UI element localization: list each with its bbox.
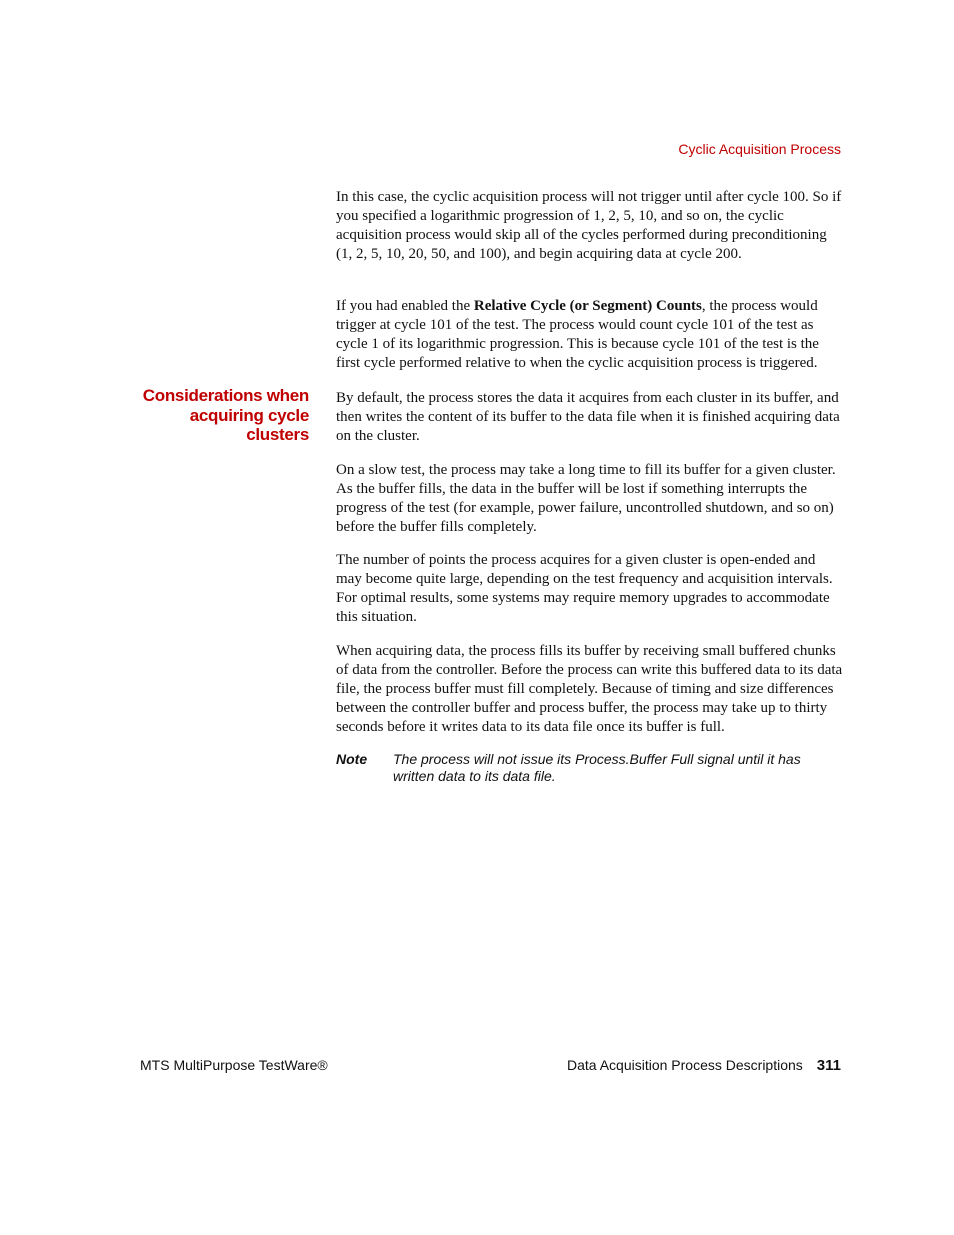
paragraph-number-of-points: The number of points the process acquires for a given cluster is open-ended and may become quite large, depending on the test frequency and acquisition intervals. For optimal results, some systems may require memory upgrades to accommodate this situation. <box>336 552 833 625</box>
paragraph-text-before: If you had enabled the <box>336 298 474 314</box>
note-text: The process will not issue its Process.Buffer Full signal until it has written data to its data file. <box>393 751 801 784</box>
relative-cycle-option-name: Relative Cycle (or Segment) Counts <box>473 298 702 314</box>
running-head: Cyclic Acquisition Process <box>678 141 841 157</box>
paragraph-default-buffer: By default, the process stores the data it acquires from each cluster in its buffer, and then writes the content of its buffer to the data file when it is finished acquiring data on the cluster. <box>336 390 840 444</box>
section-heading-line-2: acquiring cycle <box>189 405 309 425</box>
section-heading <box>130 386 309 445</box>
paragraph-cycle-100: In this case, the cyclic acquisition process will not trigger until after cycle 100. So if you specified a logarithmic progression of 1, 2, 5, 10, and so on, the cyclic acquisition process would skip all of the cycles performed during preconditioning (1, 2, 5, 10, 20, 50, and 100), and begin acquiring data at cycle 200. <box>336 189 842 262</box>
footer-chapter <box>567 1057 841 1074</box>
note-label: Note <box>336 751 368 767</box>
page-number: 311 <box>816 1057 841 1074</box>
paragraph-text-after: , the process would trigger at cycle 101 of the test. The process would count cycle 101 of the test as cycle 1 of its logarithmic progression. This is because cycle 101 of the test is the first cycle performed relative to when the cyclic acquisition process is triggered. <box>336 298 819 371</box>
footer-product-name: MTS MultiPurpose TestWare® <box>140 1057 328 1073</box>
section-heading-line-3: clusters <box>246 425 309 444</box>
section-heading-line-1: Considerations when <box>142 386 309 405</box>
paragraph-slow-test: On a slow test, the process may take a long time to fill its buffer for a given cluster. As the buffer fills, the data in the buffer will be lost if something interrupts the progress of the test (for example, power failure, uncontrolled shutdown, and so on) before the buffer fills completely. <box>336 462 836 535</box>
paragraph-relative-cycle <box>336 297 844 373</box>
paragraph-acquiring-data: When acquiring data, the process fills its buffer by receiving small buffered chunks of data from the controller. Before the process can write this buffered data to its data file, the process buffer must fill completely. Because of timing and size differences between the controller buffer and process buffer, the process may take up to thirty seconds before it writes data to its data file once its buffer is full. <box>336 643 843 735</box>
footer-chapter-title: Data Acquisition Process Descriptions <box>567 1057 803 1073</box>
